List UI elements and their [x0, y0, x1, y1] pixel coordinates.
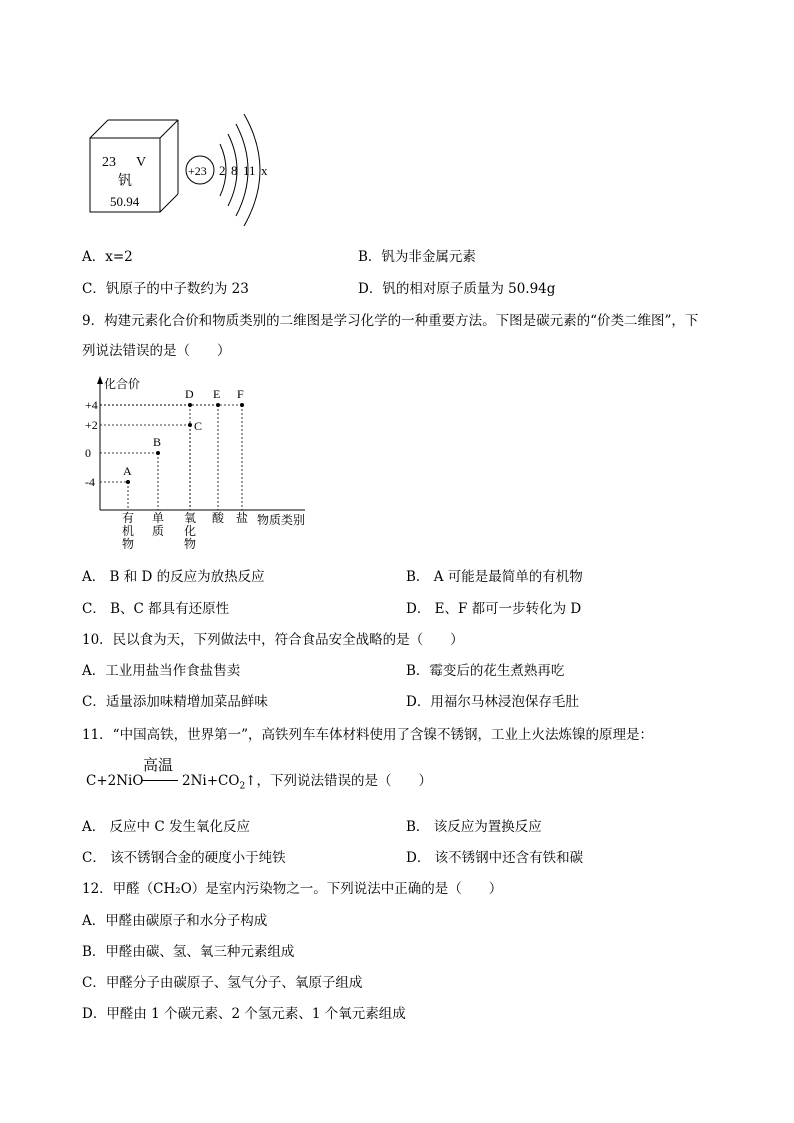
- x-category-label: 物: [122, 537, 135, 551]
- valence-category-chart: [80, 372, 320, 558]
- q9-option-d: D． E、F 都可一步转化为 D: [406, 601, 582, 617]
- point-C: [188, 423, 192, 427]
- point-F: [240, 403, 244, 407]
- element-name: 钒: [118, 174, 132, 189]
- x-category-label: 单: [152, 511, 165, 525]
- x-category-labels: [122, 510, 248, 551]
- equation-subscript: 2: [239, 781, 246, 792]
- q12-option-a: A．甲醛由碳原子和水分子构成: [82, 913, 268, 929]
- point-B: [156, 451, 160, 455]
- x-category-label: 质: [152, 524, 165, 538]
- q11-option-b: B． 该反应为置换反应: [406, 819, 542, 835]
- point-E: [216, 403, 220, 407]
- q11-option-d: D． 该不锈钢中还含有铁和碳: [406, 850, 584, 866]
- q9-stem-line2: 列说法错误的是（ ）: [82, 343, 231, 359]
- data-points: [123, 387, 244, 484]
- q9-option-a: A． B 和 D 的反应为放热反应: [82, 569, 265, 585]
- q8-option-b: B．钒为非金属元素: [358, 249, 476, 265]
- y-tick-label: 0: [85, 446, 91, 460]
- x-category-label: 物: [184, 537, 197, 551]
- element-number: 23: [102, 155, 116, 170]
- element-symbol: V: [136, 155, 147, 170]
- q12-option-b: B．甲醛由碳、氢、氧三种元素组成: [82, 944, 295, 960]
- y-axis-label: 化合价: [104, 377, 141, 391]
- chart-axes: [100, 380, 305, 510]
- q12-option-c: C．甲醛分子由碳原子、氢气分子、氧原子组成: [82, 975, 363, 991]
- vanadium-figure: [80, 108, 300, 233]
- x-axis-label: 物质类别: [257, 513, 306, 527]
- x-category-label: 有: [122, 511, 135, 525]
- equation-products-text: 2Ni+CO: [182, 773, 240, 789]
- q10-option-b: B．霉变后的花生煮熟再吃: [406, 663, 565, 679]
- atom-structure: [186, 114, 268, 226]
- equation-reactants: C+2NiO: [86, 773, 144, 789]
- q8-option-c: C．钒原子的中子数约为 23: [82, 281, 249, 297]
- y-axis-arrow-icon: [97, 376, 103, 384]
- equation-tail: ↑，下列说法错误的是（ ）: [245, 773, 432, 789]
- x-category-label: 机: [122, 524, 135, 538]
- q8-option-a: A．x=2: [82, 249, 133, 265]
- point-label-F: F: [237, 387, 244, 401]
- point-label-E: E: [213, 387, 221, 401]
- point-label-D: D: [185, 387, 194, 401]
- point-label-B: B: [153, 435, 162, 449]
- x-category-label: 氧: [184, 511, 197, 525]
- q10-option-a: A．工业用盐当作食盐售卖: [82, 663, 241, 679]
- point-label-C: C: [194, 419, 203, 433]
- y-tick-labels: [85, 398, 98, 489]
- point-label-A: A: [123, 464, 132, 478]
- shell-electrons-4: x: [261, 163, 268, 178]
- x-category-label: 化: [184, 524, 197, 538]
- q12-option-d: D．甲醛由 1 个碳元素、2 个氢元素、1 个氧元素组成: [82, 1006, 406, 1022]
- equation-products: [182, 772, 432, 796]
- shell-electrons-3: 11: [243, 163, 256, 178]
- point-A: [126, 480, 130, 484]
- q9-option-b: B． A 可能是最简单的有机物: [406, 569, 583, 585]
- q12-stem: 12．甲醛（CH₂O）是室内污染物之一。下列说法中正确的是（ ）: [82, 881, 503, 897]
- q9-stem-line1: 9．构建元素化合价和物质类别的二维图是学习化学的一种重要方法。下图是碳元素的“价类二维图”，下: [82, 313, 699, 329]
- y-tick-label: -4: [85, 475, 95, 489]
- q10-stem: 10．民以食为天，下列做法中，符合食品安全战略的是（ ）: [82, 632, 464, 648]
- y-tick-label: +2: [85, 418, 98, 432]
- q11-option-c: C． 该不锈钢合金的硬度小于纯铁: [82, 850, 286, 866]
- shell-electrons-2: 8: [231, 163, 238, 178]
- q10-option-d: D．用福尔马林浸泡保存毛肚: [406, 694, 579, 710]
- q11-option-a: A． 反应中 C 发生氧化反应: [82, 819, 250, 835]
- x-category-label: 盐: [236, 511, 249, 525]
- equation-arrow-line: [142, 780, 178, 781]
- element-mass: 50.94: [110, 194, 140, 209]
- q9-option-c: C． B、C 都具有还原性: [82, 601, 230, 617]
- x-category-label: 酸: [212, 511, 225, 525]
- q10-option-c: C．适量添加味精增加菜品鲜味: [82, 694, 268, 710]
- shell-electrons-1: 2: [219, 163, 226, 178]
- equation-condition: 高温: [143, 756, 174, 774]
- point-D: [188, 403, 192, 407]
- q8-option-d: D．钒的相对原子质量为 50.94g: [358, 281, 556, 297]
- q11-stem: 11．“中国高铁，世界第一”，高铁列车车体材料使用了含镍不锈钢，工业上火法炼镍的原理是：: [82, 727, 653, 743]
- y-tick-label: +4: [85, 398, 98, 412]
- nucleus-charge: +23: [188, 164, 207, 178]
- guide-lines: [100, 405, 242, 510]
